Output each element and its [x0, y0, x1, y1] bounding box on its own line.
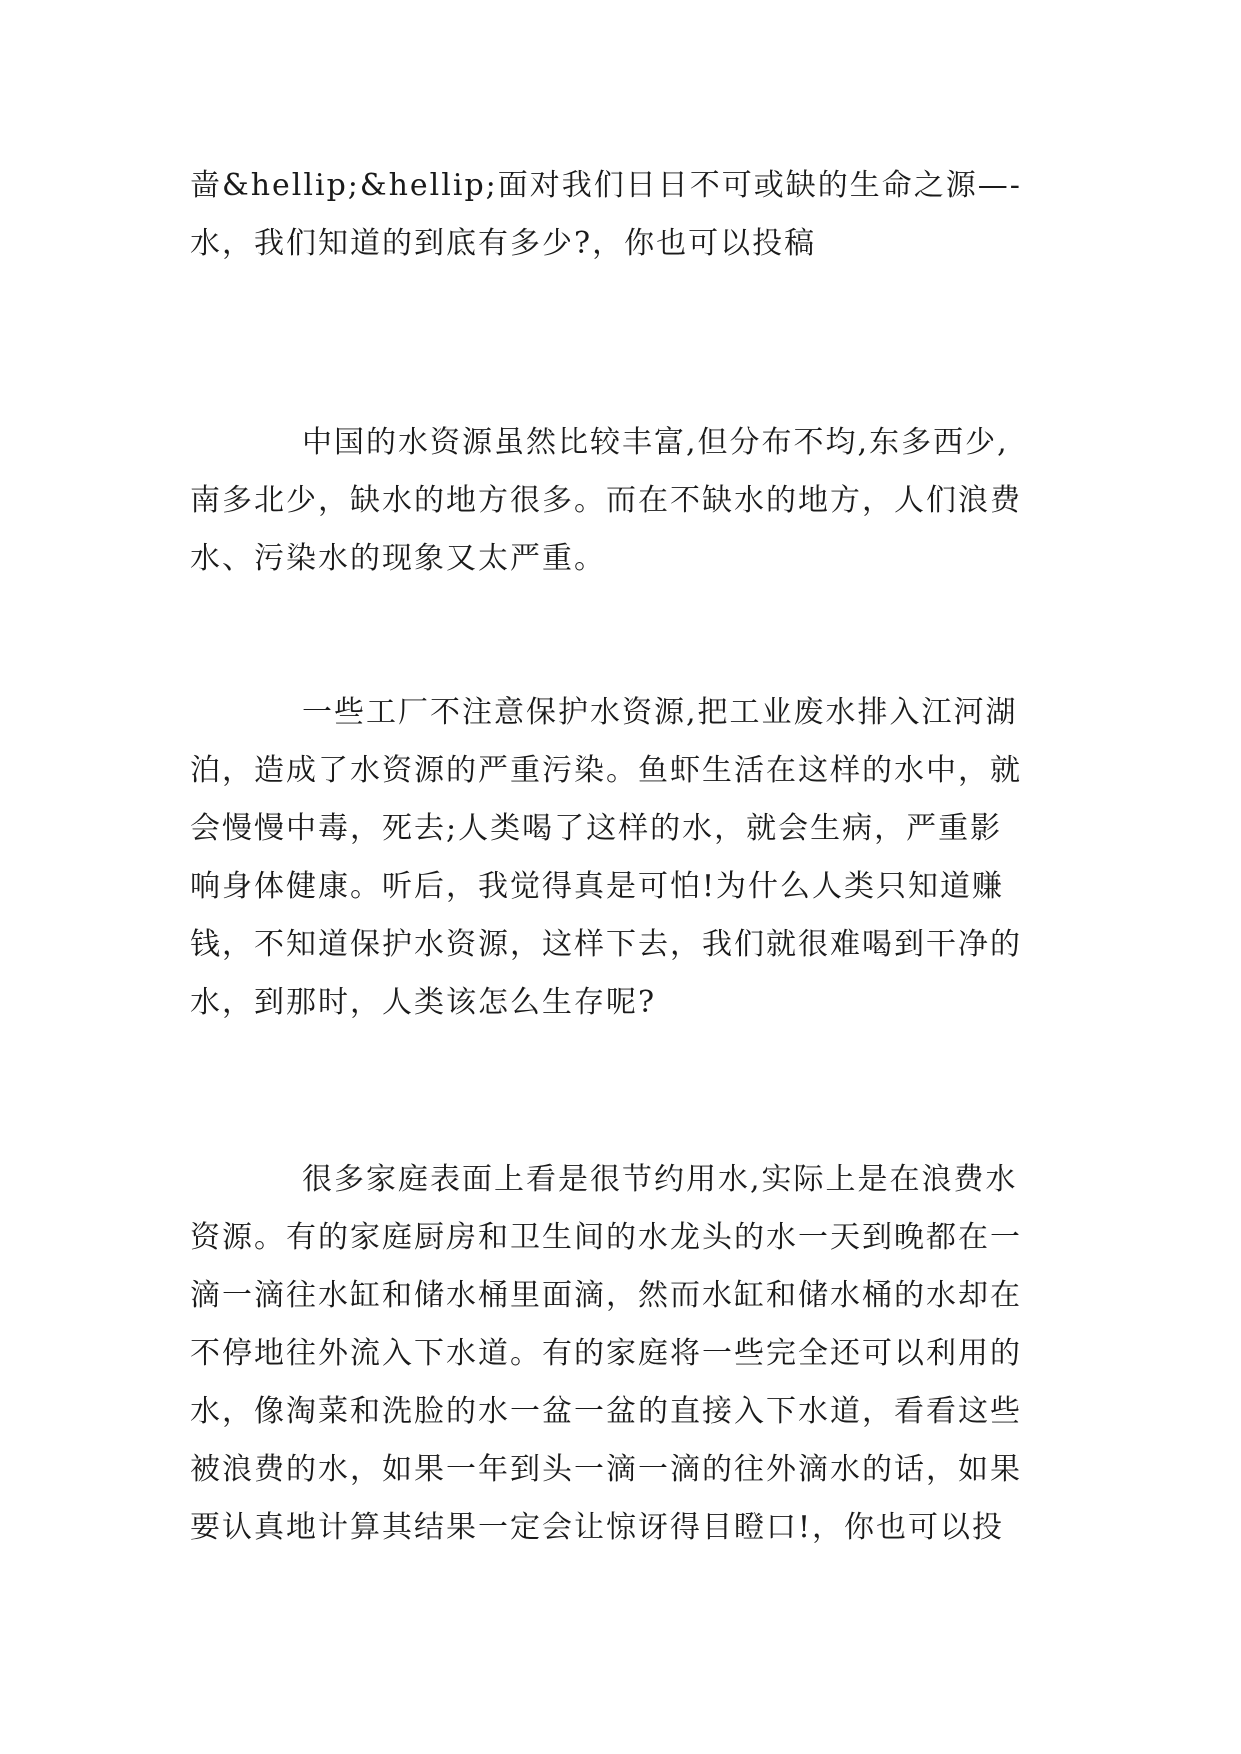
text-line: 一些工厂不注意保护水资源,把工业废水排入江河湖 — [302, 695, 1018, 730]
paragraph-factory-pollution — [190, 684, 1050, 1032]
text-line: 水、污染水的现象又太严重。 — [190, 541, 606, 576]
text-line: 不停地往外流入下水道。有的家庭将一些完全还可以利用的 — [190, 1336, 1022, 1371]
text-line: 响身体健康。听后，我觉得真是可怕!为什么人类只知道赚 — [190, 869, 1005, 904]
text-line: 很多家庭表面上看是很节约用水,实际上是在浪费水 — [302, 1162, 1018, 1197]
text-line: 水，像淘菜和洗脸的水一盆一盆的直接入下水道，看看这些 — [190, 1394, 1022, 1429]
text-line: 啬&hellip;&hellip;面对我们日日不可或缺的生命之源—- — [190, 168, 1022, 203]
text-line: 南多北少，缺水的地方很多。而在不缺水的地方，人们浪费 — [190, 483, 1022, 518]
text-line: 钱，不知道保护水资源，这样下去，我们就很难喝到干净的 — [190, 927, 1022, 962]
text-line: 泊，造成了水资源的严重污染。鱼虾生活在这样的水中，就 — [190, 753, 1022, 788]
text-line: 要认真地计算其结果一定会让惊讶得目瞪口!，你也可以投 — [190, 1510, 1005, 1545]
text-line: 会慢慢中毒，死去;人类喝了这样的水，就会生病，严重影 — [190, 811, 1003, 846]
text-line: 水，我们知道的到底有多少?，你也可以投稿 — [190, 226, 817, 261]
text-line: 水，到那时，人类该怎么生存呢? — [190, 985, 657, 1020]
paragraph-intro — [190, 157, 1050, 273]
text-line: 资源。有的家庭厨房和卫生间的水龙头的水一天到晚都在一 — [190, 1220, 1022, 1255]
paragraph-household-waste — [190, 1151, 1050, 1557]
text-line: 被浪费的水，如果一年到头一滴一滴的往外滴水的话，如果 — [190, 1452, 1022, 1487]
text-line: 滴一滴往水缸和储水桶里面滴，然而水缸和储水桶的水却在 — [190, 1278, 1022, 1313]
text-line: 中国的水资源虽然比较丰富,但分布不均,东多西少, — [302, 425, 1009, 460]
paragraph-water-resources — [190, 414, 1050, 588]
